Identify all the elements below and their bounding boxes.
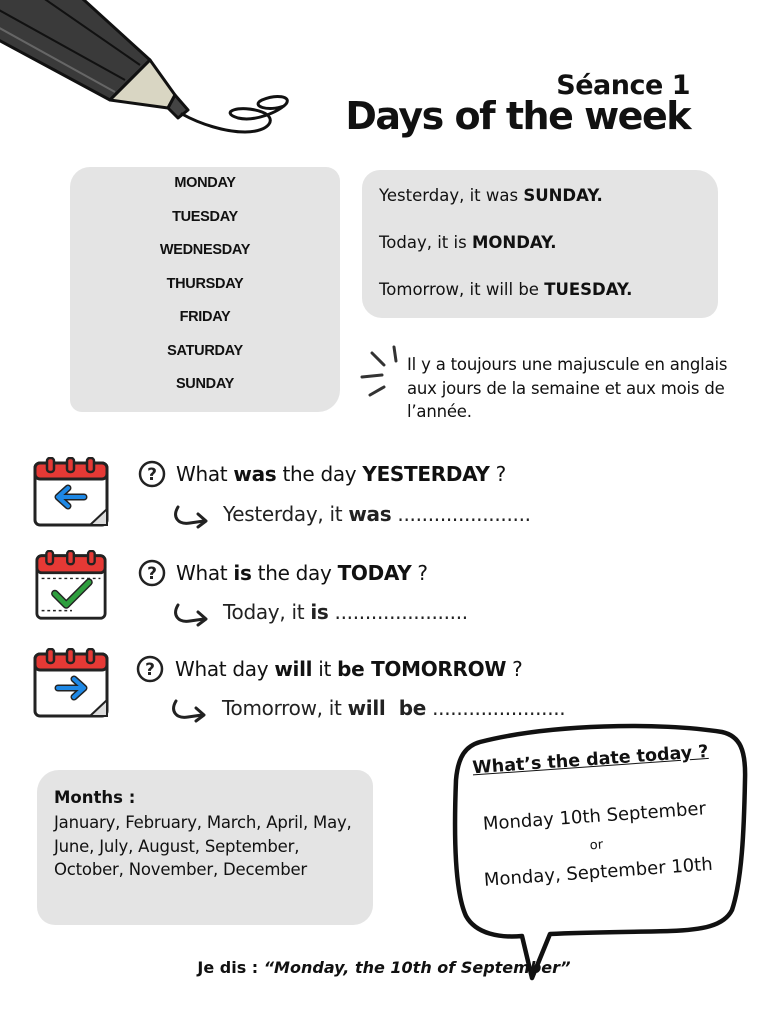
day-thursday: THURSDAY: [166, 275, 244, 292]
attention-rays-icon: [360, 345, 405, 403]
a2-bold: is: [310, 600, 329, 624]
curved-arrow-icon: [172, 601, 212, 627]
a1-dots: ......................: [391, 502, 531, 526]
q1-post: ?: [489, 462, 506, 486]
date-or: or: [589, 837, 604, 854]
calendar-back-arrow-icon: [32, 457, 110, 529]
page-title: Days of the week: [345, 94, 690, 138]
months-box: [37, 770, 373, 925]
months-list: January, February, March, April, May, June, July, August, September, October, November, December: [54, 813, 352, 879]
a3-dots: ......................: [426, 696, 566, 720]
q2-bold2: TODAY: [337, 561, 412, 585]
q2-post: ?: [411, 561, 428, 585]
q3-bold1: will: [274, 657, 313, 681]
svg-text:?: ?: [147, 564, 157, 584]
question-mark-icon: [136, 655, 164, 683]
today-prefix: Today, it is: [379, 233, 472, 252]
q2-mid: the day: [251, 561, 338, 585]
date-bubble-content: [449, 730, 740, 919]
curved-arrow-icon: [172, 503, 212, 529]
months-title: Months :: [54, 788, 136, 807]
a2-dots: ......................: [328, 600, 468, 624]
day-wednesday: WEDNESDAY: [159, 242, 251, 258]
q3-mid: it: [312, 657, 338, 681]
q1-pre: What: [176, 462, 234, 486]
q3-post: ?: [506, 657, 523, 681]
question-mark-icon: [138, 559, 166, 587]
tomorrow-sentence: [379, 280, 632, 299]
a1-bold: was: [348, 502, 392, 526]
tomorrow-day: TUESDAY.: [544, 280, 633, 299]
q3-bold2: be TOMORROW: [337, 657, 507, 681]
footer-quote: “Monday, the 10th of September”: [263, 958, 571, 977]
tomorrow-prefix: Tomorrow, it will be: [379, 280, 545, 299]
calendar-check-icon: [32, 550, 110, 622]
day-sunday: SUNDAY: [175, 376, 235, 392]
pencil-illustration: [0, 0, 300, 160]
question-tomorrow: [175, 657, 522, 681]
day-saturday: SATURDAY: [167, 342, 243, 359]
answer-today: [223, 600, 468, 624]
svg-text:?: ?: [145, 660, 155, 680]
question-today: [176, 561, 428, 585]
a2-pre: Today, it: [223, 600, 311, 624]
day-tuesday: TUESDAY: [172, 208, 238, 225]
curved-arrow-icon: [170, 697, 210, 723]
date-question: What’s the date today ?: [471, 741, 710, 779]
footer-say: [0, 958, 768, 977]
q2-bold1: is: [233, 561, 252, 585]
yesterday-prefix: Yesterday, it was: [379, 186, 524, 205]
date-format-2: Monday, September 10th: [483, 853, 714, 891]
days-list-box: [70, 167, 340, 412]
svg-text:?: ?: [147, 465, 157, 485]
footer-prefix: Je dis :: [197, 958, 264, 977]
today-day: MONDAY.: [471, 233, 557, 252]
yesterday-sentence: [379, 186, 603, 205]
date-format-1: Monday 10th September: [482, 798, 707, 835]
q1-mid: the day: [276, 462, 363, 486]
q1-bold1: was: [233, 462, 277, 486]
a1-pre: Yesterday, it: [223, 502, 349, 526]
calendar-forward-arrow-icon: [32, 648, 110, 720]
today-sentence: [379, 233, 557, 252]
answer-tomorrow: [222, 696, 565, 720]
day-friday: FRIDAY: [179, 309, 231, 325]
question-mark-icon: [138, 460, 166, 488]
q1-bold2: YESTERDAY: [362, 462, 490, 486]
q3-pre: What day: [175, 657, 275, 681]
question-yesterday: [176, 462, 506, 486]
yesterday-today-tomorrow-box: [362, 170, 718, 318]
day-monday: MONDAY: [174, 175, 236, 191]
a3-bold: will be: [347, 696, 427, 720]
answer-yesterday: [223, 502, 531, 526]
yesterday-day: SUNDAY.: [523, 186, 603, 205]
session-label: Séance 1: [556, 70, 690, 101]
capitalization-note: Il y a toujours une majuscule en anglais aux jours de la semaine et aux mois de l’année.: [407, 355, 728, 421]
a3-pre: Tomorrow, it: [222, 696, 348, 720]
q2-pre: What: [176, 561, 234, 585]
